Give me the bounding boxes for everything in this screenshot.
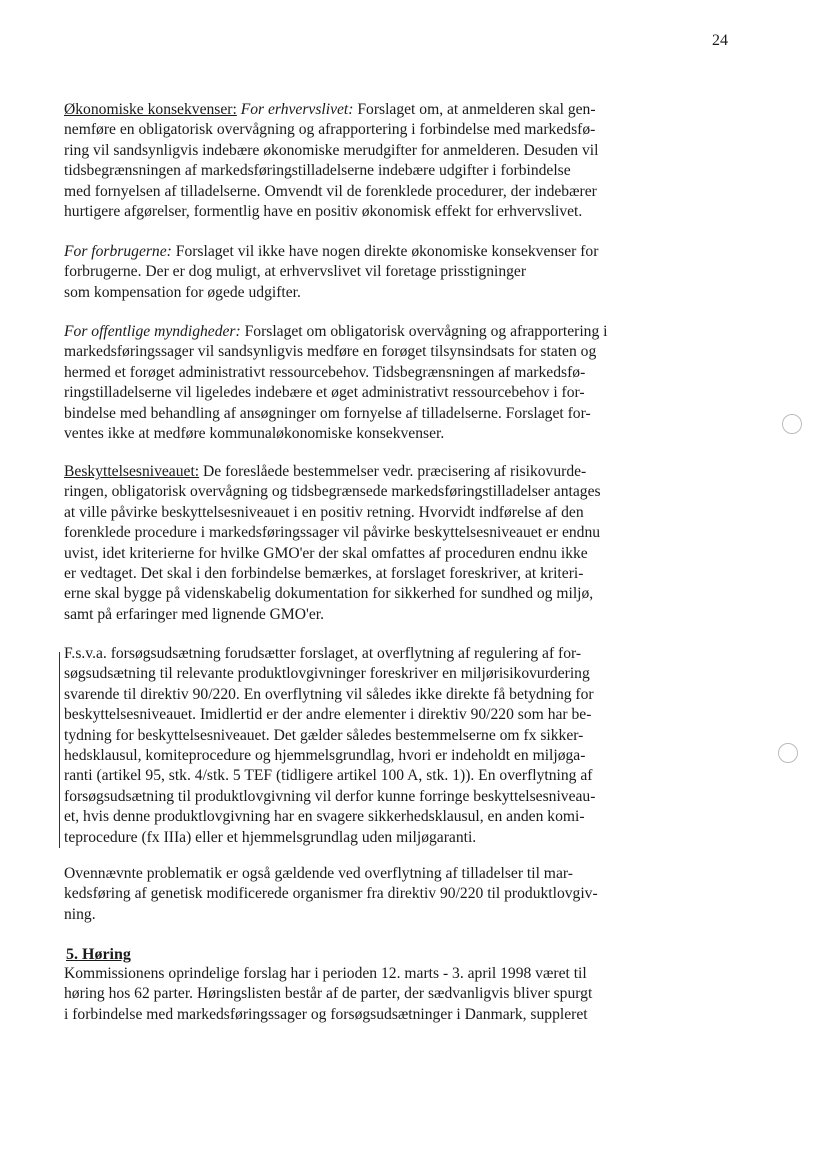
section-heading: 5. Høring: [66, 946, 131, 963]
economic-consequences-label: Økonomiske konsekvenser:: [64, 101, 237, 118]
text-line: erne skal bygge på videnskabelig dokumentation for sikkerhed for sundhed og miljø,: [64, 585, 594, 603]
text-line: forenklede procedure i markedsføringssager vil påvirke beskyttelsesniveauet er endnu: [64, 524, 601, 542]
authorities-label: For offentlige myndigheder:: [64, 323, 241, 340]
text-line: forsøgsudsætning til produktlovgivning vil derfor kunne forringe beskyttelsesniveau-: [64, 787, 596, 805]
text-line: er vedtaget. Det skal i den forbindelse bemærkes, at forslaget foreskriver, at kriteri-: [64, 565, 584, 583]
text-line: som kompensation for øgede udgifter.: [64, 283, 301, 301]
text-line: samt på erfaringer med lignende GMO'er.: [64, 605, 325, 623]
text-line: i forbindelse med markedsføringssager og forsøgsudsætninger i Danmark, suppleret: [64, 1005, 588, 1023]
punch-hole-icon: [782, 414, 802, 434]
paragraph-marketing-transfer: [64, 864, 736, 925]
paragraph-protection-level: [64, 462, 736, 625]
text-line: teprocedure (fx IIIa) eller et hjemmelsgrundlag uden miljøgaranti.: [64, 828, 477, 846]
text-line: ringstilladelserne vil ligeledes indebære et øget administrativt ressourcebehov i for-: [64, 384, 585, 402]
text-line: Kommissionens oprindelige forslag har i perioden 12. marts - 3. april 1998 været til: [64, 965, 587, 982]
text-line: ning.: [64, 905, 96, 923]
text-line: ventes ikke at medføre kommunaløkonomiske konsekvenser.: [64, 425, 445, 443]
paragraph-consultation: [64, 964, 736, 1025]
text-line: et, hvis denne produktlovgivning har en svagere sikkerhedsklausul, en anden komi-: [64, 808, 585, 826]
text-line: Forslaget vil ikke have nogen direkte økonomiske konsekvenser for: [175, 243, 599, 260]
text-line: De foreslåede bestemmelser vedr. præcisering af risikovurde-: [203, 463, 587, 480]
text-line: markedsføringssager vil sandsynligvis medføre en forøget tilsynsindsats for staten og: [64, 343, 597, 361]
text-line: uvist, idet kriterierne for hvilke GMO'er der skal omfattes af proceduren endnu ikke: [64, 544, 588, 562]
text-line: hurtigere afgørelser, formentlig have en positiv økonomisk effekt for erhvervslivet.: [64, 203, 583, 221]
text-line: søgsudsætning til relevante produktlovgivninger foreskriver en miljørisikovurdering: [64, 665, 590, 683]
text-line: F.s.v.a. forsøgsudsætning forudsætter forslaget, at overflytning af regulering af for-: [64, 645, 582, 662]
paragraph-field-trials: [64, 644, 736, 848]
text-line: bindelse med behandling af ansøgninger om fornyelse af tilladelserne. Forslaget for-: [64, 404, 591, 422]
text-line: hedsklausul, komiteprocedure og hjemmelsgrundlag, hvori er indeholdt en miljøga-: [64, 747, 586, 765]
paragraph-consumers: [64, 242, 736, 303]
text-line: nemføre en obligatorisk overvågning og afrapportering i forbindelse med markedsfø-: [64, 121, 596, 139]
paragraph-economic-business: [64, 100, 736, 222]
protection-level-label: Beskyttelsesniveauet:: [64, 463, 200, 480]
text-line: svarende til direktiv 90/220. En overflytning vil således ikke direkte få betydning for: [64, 685, 594, 703]
punch-hole-icon: [778, 743, 798, 763]
text-line: tydning for beskyttelsesniveauet. Det gælder således bestemmelserne om fx sikker-: [64, 726, 584, 744]
text-line: hermed et forøget administrativt ressourcebehov. Tidsbegrænsningen af markedsfø-: [64, 363, 586, 381]
margin-change-bar: [59, 652, 60, 848]
text-line: Ovennævnte problematik er også gældende ved overflytning af tilladelser til mar-: [64, 865, 573, 882]
text-line: høring hos 62 parter. Høringslisten består af de parter, der sædvanligvis bliver spurgt: [64, 985, 593, 1003]
text-line: tidsbegrænsningen af markedsføringstilladelserne indebære udgifter i forbindelse: [64, 162, 571, 180]
text-line: beskyttelsesniveauet. Imidlertid er der andre elementer i direktiv 90/220 som har be-: [64, 706, 592, 724]
consumers-label: For forbrugerne:: [64, 243, 172, 260]
text-line: forbrugerne. Der er dog muligt, at erhvervslivet vil foretage prisstigninger: [64, 263, 527, 281]
business-label: For erhvervslivet:: [240, 101, 354, 118]
text-line: kedsføring af genetisk modificerede organismer fra direktiv 90/220 til produktlovgiv-: [64, 885, 598, 903]
text-line: ring vil sandsynligvis indebære økonomiske merudgifter for anmelderen. Desuden vil: [64, 141, 599, 159]
text-line: Forslaget om, at anmelderen skal gen-: [357, 101, 596, 118]
paragraph-authorities: [64, 322, 736, 444]
text-line: med fornyelsen af tilladelserne. Omvendt vil de forenklede procedurer, der indebærer: [64, 182, 597, 200]
text-line: ranti (artikel 95, stk. 4/stk. 5 TEF (tidligere artikel 100 A, stk. 1)). En overflytning af: [64, 767, 593, 785]
text-line: ringen, obligatorisk overvågning og tidsbegrænsede markedsføringstilladelser antages: [64, 483, 601, 501]
text-line: Forslaget om obligatorisk overvågning og afrapportering i: [244, 323, 608, 340]
page-number: 24: [712, 32, 728, 49]
text-line: at ville påvirke beskyttelsesniveauet i en positiv retning. Hvorvidt indførelse af den: [64, 503, 584, 521]
